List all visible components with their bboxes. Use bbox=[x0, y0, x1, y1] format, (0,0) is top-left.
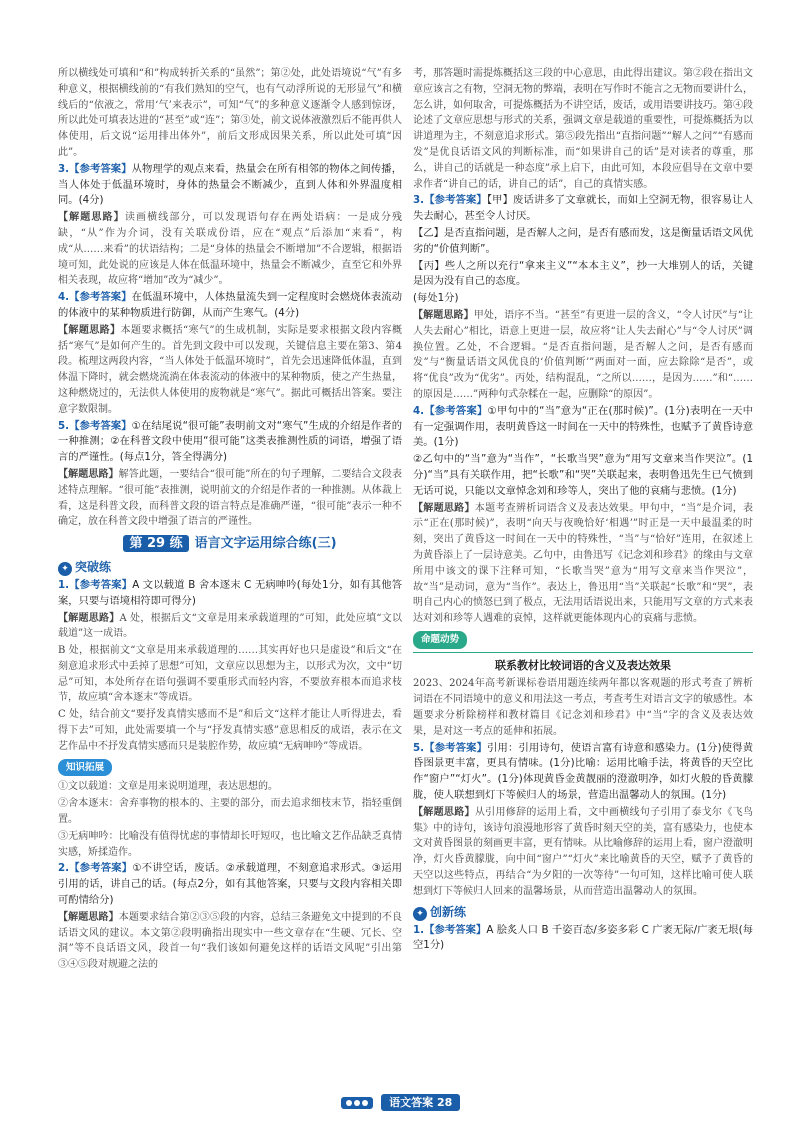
answer-text-2: ②乙句中的“当”意为“当作”，“长歌当哭”意为“用写文章来当作哭泣”。(1分)“当”具有关联作用，把“长歌”和“哭”关联起来，表明鲁迅先生已气愤到无话可说，只能以文章悼念刘和珍等人，突出了他的哀痛与悲愤。(1分) bbox=[413, 453, 753, 497]
answer-item-3 bbox=[413, 193, 753, 225]
answer-text-2: 【乙】是否直指问题，是否解人之问，是否有感而发，这是衡量话语文风优劣的“价值判断”。 bbox=[413, 226, 753, 255]
explanation-text: 从引用修辞的运用上看，文中画横线句子引用了泰戈尔《飞鸟集》中的诗句，该诗句浪漫地形容了黄昏时刻天空的美，富有感染力，也使本文对黄昏图景的刻画更丰富，更有情味。从比喻修辞的运用上看，窗户澄澈明净，灯火昏黄朦胧，向中间“窗户”“灯火”来比喻黄昏的天空，赋予了黄昏的天空以这些特点，再结合“为夕阳的一次等待”一句可知，这样比喻可使人联想到灯下等候归人回来的温馨场景，从而营造出温馨动人的氛围。 bbox=[413, 806, 753, 897]
answer-tag: 【参考答案】 bbox=[424, 923, 487, 936]
answer-tag: 【参考答案】 bbox=[424, 404, 488, 417]
explanation-5 bbox=[413, 805, 753, 900]
section-heading bbox=[58, 536, 402, 552]
answer-text-3: 【丙】些人之所以充行“拿来主义”“本本主义”，抄一大堆别人的话，关键是因为没有自己的态度。 bbox=[413, 259, 753, 288]
left-paragraph-intro: 所以横线处可填和“和”构成转折关系的“虽然”；第②处，此处语境说“气”有多种意义，根据横线前的“有我们熟知的空气，也有气动浮所说的无形显气”和横线后的“依液之，常用‘气’来表示”，可知“气”的多种意义逐渐令人感到惊讶，所以此处可填表达进的“甚至”或“连”；第③处，前文说体液激烈后不能再供人体使用，后文说“运用排出体外”，前后文形成因果关系，所以此处可填“因此”。 bbox=[58, 68, 402, 158]
answer-text: ①甲句中的“当”意为“正在(那时候)”。(1分)表明在一天中有一定强调作用，表明黄昏这一时间在一天中的特殊性，也赋予了黄昏诗意美。(1分) bbox=[413, 404, 753, 449]
right-column bbox=[413, 66, 753, 955]
answer-tag: 【参考答案】 bbox=[69, 419, 132, 432]
answer-item-s1 bbox=[58, 578, 402, 610]
answer-item-3 bbox=[58, 162, 402, 209]
explanation-text: 甲处，语序不当。“甚至”有更进一层的含义，“令人讨厌”与“让人失去耐心”相比，语意上更进一层，故应将“让人失去耐心”与“令人讨厌”调换位置。乙处，不合逻辑。“是否直指问题，是否解人之问，是否有感而发”与“衡量话语文风优良的‘价值判断’”两面对一面，应去除除“是否”，或将“优良”改为“优劣”。丙处，结构混乱，“之所以……，是因为……”和“……的原因是……”两种句式杂糅在一起，应删除“的原因”。 bbox=[413, 309, 754, 400]
answer-text: 在低温环境中，人体热量流失到一定程度时会燃烧体表流动的体液中的某种物质进行防御，从而产生寒气。(4分) bbox=[58, 291, 403, 319]
box-title: 联系教材比较词语的含义及表达效果 bbox=[495, 658, 671, 672]
left-column bbox=[58, 66, 402, 974]
question-number: 4. bbox=[58, 291, 70, 304]
explanation-3 bbox=[58, 210, 402, 289]
explanation-tag: 【解题思路】 bbox=[413, 309, 474, 321]
explanation-text: 读画横线部分，可以发现语句存在两处语病：一是成分残缺，“从”作为介词，没有关联成份语，应在“观点”后添加“来看”，构成“从……来看”的状语结构；二是“身体的热量会不断增加”不合逻辑，根据语境可知，此处说的应该是人体在低温环境中，热量会不断减少，直至它和外界相关表现，故应将“增加”改为“减少”。 bbox=[58, 212, 403, 287]
explanation-s1 bbox=[58, 611, 402, 643]
knowledge-item: ②舍本逐末：舍弃事物的根本的、主要的部分，而去追求细枝末节，指轻重倒置。 bbox=[58, 798, 402, 826]
explanation-tag: 【解题思路】 bbox=[58, 324, 121, 336]
innovation-icon: ✦ bbox=[413, 907, 427, 921]
explanation-text: 解答此题，一要结合“很可能”所在的句子理解，二要结合文段表述特点理解。“很可能”表推测，说明前文的介绍是作者的一种推测。从体裁上看，这是科普文段，而科普文段的语言特点是准确严谨，“很可能”表示一种不确定，放在科普文段中增强了语言的严谨性。 bbox=[58, 468, 402, 528]
answer-item-5 bbox=[413, 741, 753, 804]
section-number: 第 29 练 bbox=[123, 535, 188, 552]
question-number: 5. bbox=[413, 741, 425, 754]
answer-item-5 bbox=[58, 419, 402, 466]
question-number: 1. bbox=[413, 923, 425, 936]
breakthrough-icon: ✦ bbox=[58, 562, 72, 576]
subsection-heading bbox=[58, 560, 111, 576]
explanation-4 bbox=[58, 323, 402, 418]
knowledge-extension-pill: 知识拓展 bbox=[58, 759, 112, 777]
explanation-tag: 【解题思路】 bbox=[58, 612, 120, 624]
answer-item-4 bbox=[413, 404, 753, 451]
answer-score: (每处1分) bbox=[413, 292, 459, 305]
answer-text: A 文以载道 B 舍本逐末 C 无病呻吟(每处1分，如有其他答案，只要与语境相符即可得分) bbox=[58, 578, 402, 607]
section-title-text: 语言文字运用综合练(三) bbox=[194, 536, 337, 552]
footer-brand: 语文答案 bbox=[389, 1096, 434, 1109]
page-number: 28 bbox=[437, 1096, 453, 1109]
right-paragraph-intro: 考，那答题时需提炼概括这三段的中心意思，由此得出建议。第②段在指出文章应该言之有物，空洞无物的弊端，表明在写作时不能言之无物而要讲什么，怎么讲，如何取舍，可提炼概括为不讲空话，废话，或用语要讲技巧。第④段论述了文章应思想与形式的关系，强调文章是载道的重要性，可提炼概括为以讲道理为主，不刻意追求形式。第⑤段先指出“直指问题”“解人之问”“有感而发”是优良话语文风的判断标准，而“如果讲自己的话”是对读者的尊重，那么，讲自己的话就是一种态度”承上启下，由此可知，本段应倡导在文章中要求作者“讲自己的话，讲自己的话”，自己的真情实感。 bbox=[413, 68, 753, 190]
knowledge-item: ①文以载道：文章是用来说明道理，表达思想的。 bbox=[58, 781, 278, 793]
page-number-badge bbox=[381, 1094, 460, 1111]
explanation-text: A 处，根据后文“文章是用来承载道理的”可知，此处应填“文以载道”这一成语。 bbox=[58, 612, 402, 640]
question-number: 5. bbox=[58, 419, 70, 432]
explanation-tag: 【解题思路】 bbox=[413, 806, 475, 818]
explanation-tag: 【解题思路】 bbox=[58, 212, 125, 224]
answer-tag: 【参考答案】 bbox=[69, 291, 132, 304]
explanation-tag: 【解题思路】 bbox=[413, 502, 475, 514]
explanation-5 bbox=[58, 467, 402, 530]
explanation-text: 本题要求概括“寒气”的生成机制，实际是要求根据文段内容概括“寒气”是如何产生的。首先到文段中可以发现，关键信息主要在第3、第4段。梳理这两段内容，“当人体处于低温环境时”，首先会迅速降低体温，直到体温下降时，就会燃烧流淌在体表流动的体液中的某种物质，使之产生热量，这种燃烧过的，无法供人体使用的废物就是“寒气”。据此可概括出答案。要注意字数限制。 bbox=[58, 324, 403, 415]
question-number: 4. bbox=[413, 404, 425, 417]
answer-text: 【甲】废话讲多了文章就长，而如上空洞无物，很容易让人失去耐心，甚至令人讨厌。 bbox=[413, 194, 753, 223]
answer-tag: 【参考答案】 bbox=[424, 741, 488, 754]
page-footer bbox=[0, 1094, 800, 1112]
answer-item-c1 bbox=[413, 923, 753, 955]
answer-text: ①不讲空话，废话。②承载道理，不刻意追求形式。③运用引用的话，讲自己的话。(每点2分，如有其他答案，只要与文段内容相关即可酌情给分) bbox=[58, 862, 402, 907]
answer-tag: 【参考答案】 bbox=[69, 162, 132, 175]
explanation-s1-b: B 处，根据前文“文章是用来承载道理的……其实再好也只是虚设”和后文“在刻意追求形式中丢掉了思想”可知，文章应以思想为主，以形式为次，文中“切忌”可知，本处所存在语句强调不要重形式而轻内容，不要放弃根本而追求枝节，故应填“舍本逐末”等成语。 bbox=[58, 645, 402, 704]
subsection-title: 突破练 bbox=[75, 559, 112, 574]
answer-item-s2 bbox=[58, 861, 402, 908]
answer-tag: 【参考答案】 bbox=[69, 578, 133, 591]
answer-item-4 bbox=[58, 290, 402, 322]
explanation-s1-c: C 处，结合前文“要抒发真情实感而不是”和后文“这样才能让人听得进去，看得下去”可知，此处需要填一个与“抒发真情实感”意思相反的成语，表示在文艺作品中不抒发真情实感而只是装腔作势，故应填“无病呻吟”等成语。 bbox=[58, 709, 402, 752]
box-text: 2023、2024年高考新课标卷语用题连续两年都以客观题的形式考查了辨析词语在不同语境中的意义和用法这一考点，考查考生对语言文字的敏感性。本题要求分析除榜样和教材篇目《记念刘和珍君》中“当”字的含义及表达效果，是对这一考点的延伸和拓展。 bbox=[413, 678, 753, 737]
subsection-title: 创新练 bbox=[430, 904, 467, 919]
answer-text: 从物理学的观点来看，热量会在所有相邻的物体之间传播，当人体处于低温环境时，身体的热量会不断减少，直到人体和外界温度相同。(4分) bbox=[58, 162, 403, 207]
explanation-tag: 【解题思路】 bbox=[58, 468, 119, 480]
explanation-s2 bbox=[58, 910, 402, 973]
question-number: 3. bbox=[413, 194, 425, 207]
answer-tag: 【参考答案】 bbox=[69, 862, 133, 875]
exam-trend-box bbox=[413, 652, 753, 740]
explanation-4 bbox=[413, 501, 753, 627]
question-number: 3. bbox=[58, 162, 70, 175]
subsection-heading bbox=[413, 905, 466, 921]
question-number: 1. bbox=[58, 578, 70, 591]
explanation-tag: 【解题思路】 bbox=[58, 911, 119, 923]
publisher-logo-icon bbox=[340, 1094, 374, 1112]
answer-text: ①在结尾说“很可能”表明前文对“寒气”生成的介绍是作者的一种推测；②在科普文段中使用“很可能”这类表推测性质的词语，增强了语言的严谨性。(每点1分，答全得满分) bbox=[58, 419, 403, 464]
knowledge-item: ③无病呻吟：比喻没有值得忧虑的事情却长吁短叹，也比喻文艺作品缺乏真情实感，矫揉造作。 bbox=[58, 830, 402, 858]
explanation-3 bbox=[413, 308, 753, 403]
question-number: 2. bbox=[58, 862, 70, 875]
answer-text: 引用：引用诗句，使语言富有诗意和感染力。(1分)使得黄昏图景更丰富，更具有情味。(1分)比喻：运用比喻手法，将黄昏的天空比作“窗户”“灯火”。(1分)体现黄昏金黄靓丽的澄澈明净，如灯火般的昏黄朦胧，使人联想到灯下等候归人的场景，营造出温馨动人的氛围。(1分) bbox=[413, 741, 753, 802]
answer-tag: 【参考答案】 bbox=[424, 194, 487, 207]
exam-trend-pill: 命题动势 bbox=[413, 631, 467, 649]
answer-text: A 脍炙人口 B 千姿百态/多姿多彩 C 广袤无际/广袤无垠(每空1分) bbox=[413, 923, 754, 952]
explanation-text: 本题考查辨析词语含义及表达效果。甲句中，“当”是介词，表示“正在(那时候)”，表明“向天与夜晚恰好‘相遇’”时正是一天中最温柔的时刻，突出了黄昏这一时间在一天中的特殊性，“当”与“恰好”连用，在叙述上为黄昏添上了一层诗意美。乙句中，由鲁迅写《记念刘和珍君》的缘由与文章所用中该文的课下注释可知，“长歌当哭”意为“用写文章来当作哭泣”，故“当”是动词，意为“当作”。表达上，鲁迅用“当”关联起“长歌”和“哭”，表明自己内心的愤怒已到了极点，无法用话语说出来，只能用写文章的方式来表达对刘和珍等人遇难的哀悼，这样就更能体现内心的哀痛与悲愤。 bbox=[413, 502, 753, 625]
explanation-text: 本题要求结合第②③⑤段的内容，总结三条避免文中提到的不良话语文风的建议。本文第②段明确指出现实中一些文章存在“生硬、冗长、空洞”等不良话语文风，段首一句“我们该如何避免这样的话语文风呢”引出第③④⑤段对规避之法的 bbox=[58, 911, 403, 971]
